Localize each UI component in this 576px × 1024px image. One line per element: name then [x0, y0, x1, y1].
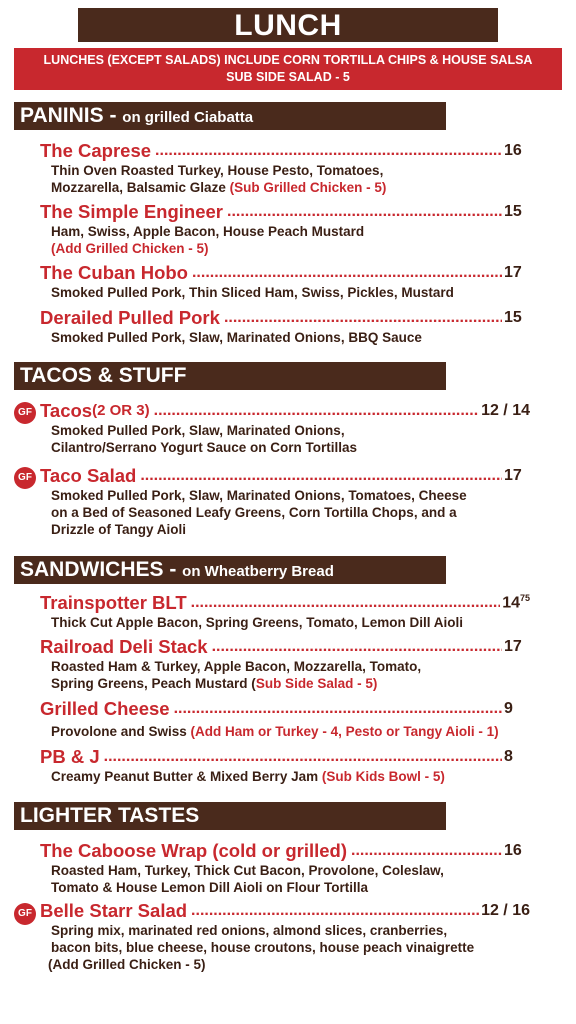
item-price: 8: [504, 748, 513, 765]
desc-line: Smoked Pulled Pork, Thin Sliced Ham, Swiss, Pickles, Mustard: [51, 285, 454, 300]
item-note: Sub Side Salad - 5): [255, 676, 378, 691]
item-price: 17: [504, 467, 522, 484]
menu-item-caboose-wrap: [40, 840, 530, 896]
menu-item-cuban-hobo: [40, 262, 530, 301]
item-name: Taco Salad: [40, 465, 137, 486]
gluten-free-badge: GF: [14, 402, 36, 424]
menu-item-taco-salad: [40, 465, 530, 538]
item-note: (Sub Kids Bowl - 5): [321, 769, 445, 784]
menu-item-belle-starr-salad: [40, 900, 530, 973]
section-sandwiches: [14, 556, 446, 584]
item-name: PB & J: [40, 746, 100, 767]
dot-leader: [154, 400, 479, 422]
desc-line: Mozzarella, Balsamic Glaze (Sub Grilled Chicken - 5): [51, 180, 387, 195]
item-price: 16: [504, 142, 522, 159]
item-description: [40, 862, 530, 896]
dot-leader: [224, 307, 502, 329]
item-description: [40, 723, 530, 740]
section-subtitle: on grilled Ciabatta: [122, 109, 254, 126]
dot-leader: [192, 262, 502, 284]
dot-leader: [191, 592, 501, 614]
section-title: PANINIS -: [20, 104, 123, 127]
desc-line: Drizzle of Tangy Aioli: [51, 522, 187, 537]
desc-line: Spring Greens, Peach Mustard (Sub Side Salad - 5): [51, 676, 378, 691]
menu-item-tacos: [40, 400, 530, 456]
menu-item-grilled-cheese: [40, 698, 530, 740]
item-name: Derailed Pulled Pork: [40, 307, 220, 328]
menu-item-trainspotter-blt: [40, 592, 530, 631]
item-price: 17: [504, 264, 522, 281]
dot-leader: [140, 465, 502, 487]
item-name: Railroad Deli Stack: [40, 636, 208, 657]
desc-line: Cilantro/Serrano Yogurt Sauce on Corn Tortillas: [51, 440, 358, 455]
item-price: 15: [504, 309, 522, 326]
desc-line: on a Bed of Seasoned Leafy Greens, Corn Tortilla Chops, and a: [51, 505, 457, 520]
item-description: [40, 922, 530, 956]
item-description: [40, 487, 530, 538]
section-title: LIGHTER TASTES: [20, 804, 200, 827]
item-description: [40, 223, 530, 257]
item-note: (Sub Grilled Chicken - 5): [229, 180, 387, 195]
menu-item-railroad-deli-stack: [40, 636, 530, 692]
desc-line: Ham, Swiss, Apple Bacon, House Peach Mustard: [51, 224, 365, 239]
item-price: 15: [504, 203, 522, 220]
item-name-extra: (2 OR 3): [92, 402, 150, 419]
price-cents: 75: [519, 592, 530, 603]
item-price: 12 / 14: [481, 402, 530, 419]
menu-item-simple-engineer: [40, 201, 530, 257]
item-note: (Add Grilled Chicken - 5): [51, 241, 209, 256]
gluten-free-badge: GF: [14, 467, 36, 489]
gluten-free-badge: GF: [14, 903, 36, 925]
desc-line: Smoked Pulled Pork, Slaw, Marinated Onions, Tomatoes, Cheese: [51, 488, 467, 503]
item-description: [40, 329, 530, 346]
dot-leader: [212, 636, 502, 658]
desc-line: Spring mix, marinated red onions, almond slices, cranberries,: [51, 923, 448, 938]
desc-line: Provolone and Swiss (Add Ham or Turkey - 4, Pesto or Tangy Aioli - 1): [51, 724, 499, 739]
dot-leader: [351, 840, 502, 862]
item-description: [40, 614, 530, 631]
section-paninis: [14, 102, 446, 130]
menu-item-pb-and-j: [40, 746, 530, 785]
section-subtitle: on Wheatberry Bread: [182, 563, 334, 580]
desc-line: Tomato & House Lemon Dill Aioli on Flour Tortilla: [51, 880, 368, 895]
desc-line: Creamy Peanut Butter & Mixed Berry Jam (Sub Kids Bowl - 5): [51, 769, 445, 784]
dot-leader: [191, 900, 479, 922]
item-description: [40, 284, 530, 301]
item-name: Tacos: [40, 400, 93, 421]
item-description: [40, 162, 530, 196]
item-name: The Simple Engineer: [40, 201, 223, 222]
desc-line: Smoked Pulled Pork, Slaw, Marinated Onions,: [51, 423, 345, 438]
item-note: (Add Grilled Chicken - 5): [48, 957, 206, 972]
item-name: The Cuban Hobo: [40, 262, 188, 283]
section-tacos-and-stuff: [14, 362, 446, 390]
item-name: Grilled Cheese: [40, 698, 170, 719]
desc-line: Roasted Ham & Turkey, Apple Bacon, Mozzarella, Tomato,: [51, 659, 422, 674]
dot-leader: [155, 140, 502, 162]
desc-line: bacon bits, blue cheese, house croutons, house peach vinaigrette: [51, 940, 475, 955]
dot-leader: [104, 746, 502, 768]
section-title: SANDWICHES -: [20, 558, 183, 581]
notice-line-2: SUB SIDE SALAD - 5: [226, 70, 350, 84]
item-price: 16: [504, 842, 522, 859]
item-price: $14^{75}$: [502, 592, 530, 611]
menu-title: LUNCH: [78, 8, 498, 42]
item-price: 9: [504, 700, 513, 717]
desc-line: Thin Oven Roasted Turkey, House Pesto, Tomatoes,: [51, 163, 384, 178]
item-description: [40, 768, 530, 785]
item-name: The Caprese: [40, 140, 152, 161]
desc-line: Roasted Ham, Turkey, Thick Cut Bacon, Provolone, Coleslaw,: [51, 863, 444, 878]
desc-line: Smoked Pulled Pork, Slaw, Marinated Onions, BBQ Sauce: [51, 330, 422, 345]
item-description: [40, 658, 530, 692]
menu-item-caprese: [40, 140, 530, 196]
item-name: Belle Starr Salad: [40, 900, 188, 921]
lunch-notice: [14, 48, 562, 90]
dot-leader: [174, 698, 502, 720]
item-name: The Caboose Wrap (cold or grilled): [40, 840, 347, 861]
desc-line: Thick Cut Apple Bacon, Spring Greens, Tomato, Lemon Dill Aioli: [51, 615, 464, 630]
item-description: [40, 422, 530, 456]
notice-line-1: LUNCHES (EXCEPT SALADS) INCLUDE CORN TORTILLA CHIPS & HOUSE SALSA: [43, 53, 533, 67]
item-price: 12 / 16: [481, 902, 530, 919]
section-lighter-tastes: [14, 802, 446, 830]
item-name: Trainspotter BLT: [40, 592, 187, 613]
item-note: (Add Ham or Turkey - 4, Pesto or Tangy Aioli - 1): [190, 724, 499, 739]
item-price: 17: [504, 638, 522, 655]
dot-leader: [227, 201, 502, 223]
menu-item-derailed-pulled-pork: [40, 307, 530, 346]
section-title: TACOS & STUFF: [20, 364, 187, 387]
